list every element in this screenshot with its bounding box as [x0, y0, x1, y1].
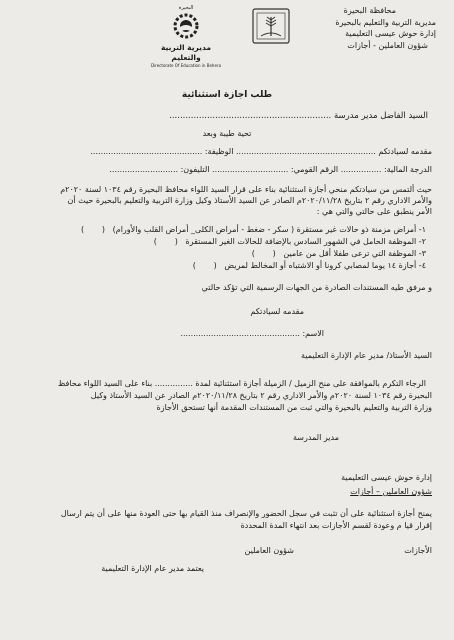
grade-label: الدرجة المالية:: [383, 165, 432, 174]
second-addressee: السيد الأستاذ/ مدير عام الإدارة التعليمية: [301, 351, 432, 360]
education-logo: [146, 5, 226, 67]
affairs-title: شؤون العاملين – أجازات: [350, 487, 432, 496]
grant-para-line-2: إقرار قيا م وعودة لقسم الأجازات بعد انتهاء المدة المحددة: [240, 521, 432, 530]
case-1-text: ١- أمراض مزمنة ذو حالات غير مستقرة ( سكر - ضغط - أمراض الكلى_ أمراض القلب والأورام): [112, 225, 426, 234]
header-line-administration: إدارة حوش عيسى التعليمية: [345, 29, 436, 38]
admin-title: إدارة حوش عيسى التعليمية: [341, 473, 432, 482]
duration-fill-line: ...............: [152, 379, 193, 388]
case-4-text: ٤- أجازة ١٤ يوما لمصابي كرونا أو الاشتباه أو المخالط لمريض: [224, 261, 426, 270]
greeting: تحية طيبة وبعد: [202, 129, 252, 138]
wheat-emblem-icon: [250, 6, 292, 46]
applicant-row: [22, 146, 432, 157]
case-3: [22, 248, 432, 259]
phone-label: التليفون:: [180, 165, 210, 174]
governorate-emblem: [250, 6, 292, 46]
national-id-label: الرقم القومي:: [290, 165, 339, 174]
header-line-directorate: مديرية التربية والتعليم بالبحيرة: [335, 17, 436, 27]
case-4-checkbox[interactable]: ( ): [192, 261, 222, 270]
logo-english-text: Directorate Of Education in Behera: [150, 63, 222, 68]
request-para-line-2: والأمر الاداري رقم ٢ بتاريخ ٢٠٢٠/١١/٢٨م الصادر عن السيد الأستاذ وكيل وزارة التربية والتعليم بالبحيرة حيث أن: [67, 196, 432, 205]
national-id-fill-line: ..............................: [209, 165, 289, 174]
case-2-text: ٢- الموظفة الحامل في الشهور السادس بالإضافة للحالات الغير المستقرة: [185, 237, 426, 246]
grant-para-line-1: يمنح أجازة استثنائية على أن تثبت في سجل الحضور والإنصراف منذ القيام بها حتى العودة منها على أن يتم ارسال: [60, 509, 432, 518]
case-2-checkbox[interactable]: ( ): [153, 237, 183, 246]
request-para-line-1: حيث ألتمس من سيادتكم منحي أجازة استثنائية بناء على قرار السيد اللواء محافظ البحيرة رقم ١٠٣٤ لسنة ٢٠٢٠م: [60, 185, 432, 194]
name-fill-line: ...............................................: [180, 329, 300, 338]
addressee-label: السيد الفاضل مدير مدرسة: [333, 111, 428, 121]
name-label: الاسم:: [302, 329, 324, 338]
case-4: [22, 260, 432, 271]
signature-general-director: يعتمد مدير عام الإدارة التعليمية: [101, 564, 204, 573]
logo-caption-top: البحيرة: [178, 5, 194, 11]
job-fill-line: ............................................: [90, 147, 203, 156]
header-line-department: شؤون العاملين - أجازات: [347, 40, 428, 50]
case-2: [22, 236, 432, 247]
signature-leaves: الأجازات: [404, 546, 432, 555]
header-authority: [335, 5, 436, 51]
logo-arabic-text: مديرية التربية والتعليم: [161, 43, 211, 62]
phone-fill-line: ...........................: [109, 165, 179, 174]
submitted-by: مقدمه لسيادتكم: [250, 307, 304, 316]
approval-text-2: بناء على السيد اللواء محافظ: [57, 379, 153, 388]
signature-staff-affairs: شؤون العاملين: [244, 546, 294, 555]
addressee: [22, 111, 432, 122]
case-1-checkbox[interactable]: ( ): [80, 225, 111, 234]
form-title: طلب أجازة استثنائية: [181, 90, 273, 100]
approval-para-line-2: البحيرة رقم ١٠٣٤ لسنة ٢٠٢٠م والأمر الاداري رقم ٢ بتاريخ ٢٠٢٠/١١/٢٨م الصادر عن السيد الأستاذ وكيل: [90, 391, 432, 400]
grade-fill-line: ................: [338, 165, 382, 174]
applicant-fill-line: .......................................................: [233, 147, 376, 156]
request-para-line-3: الأمر ينطبق على حالتي والتي هي :: [316, 207, 432, 216]
case-3-checkbox[interactable]: ( ): [251, 249, 281, 258]
approval-para-line-1: [22, 378, 432, 389]
approval-text-1: الرجاء التكرم بالموافقة على منح الزميل / الزميلة أجازة استثنائية لمدة: [195, 379, 426, 388]
intro-label: مقدمه لسيادتكم: [378, 147, 432, 156]
details-row: [22, 164, 432, 175]
school-director-signature: مدير المدرسة: [292, 433, 339, 442]
addressee-fill-line: ............................................................: [169, 111, 332, 121]
approval-para-line-3: وزارة التربية والتعليم بالبحيرة والتي ثبت من المستندات المقدمة أنها تستحق الأجازة: [156, 403, 432, 412]
job-label: الوظيفة:: [204, 147, 234, 156]
attachments-note: و مرفق طيه المستندات الصادرة من الجهات الرسمية التي تؤكد حالتي: [201, 283, 432, 292]
header-line-governorate: محافظة البحيرة: [343, 6, 396, 15]
name-row: [22, 328, 324, 339]
gear-book-logo-icon: [168, 11, 204, 39]
case-1: [22, 224, 432, 235]
case-3-text: ٣- الموظفة التي ترعى طفلا أقل من عامين: [283, 249, 426, 258]
